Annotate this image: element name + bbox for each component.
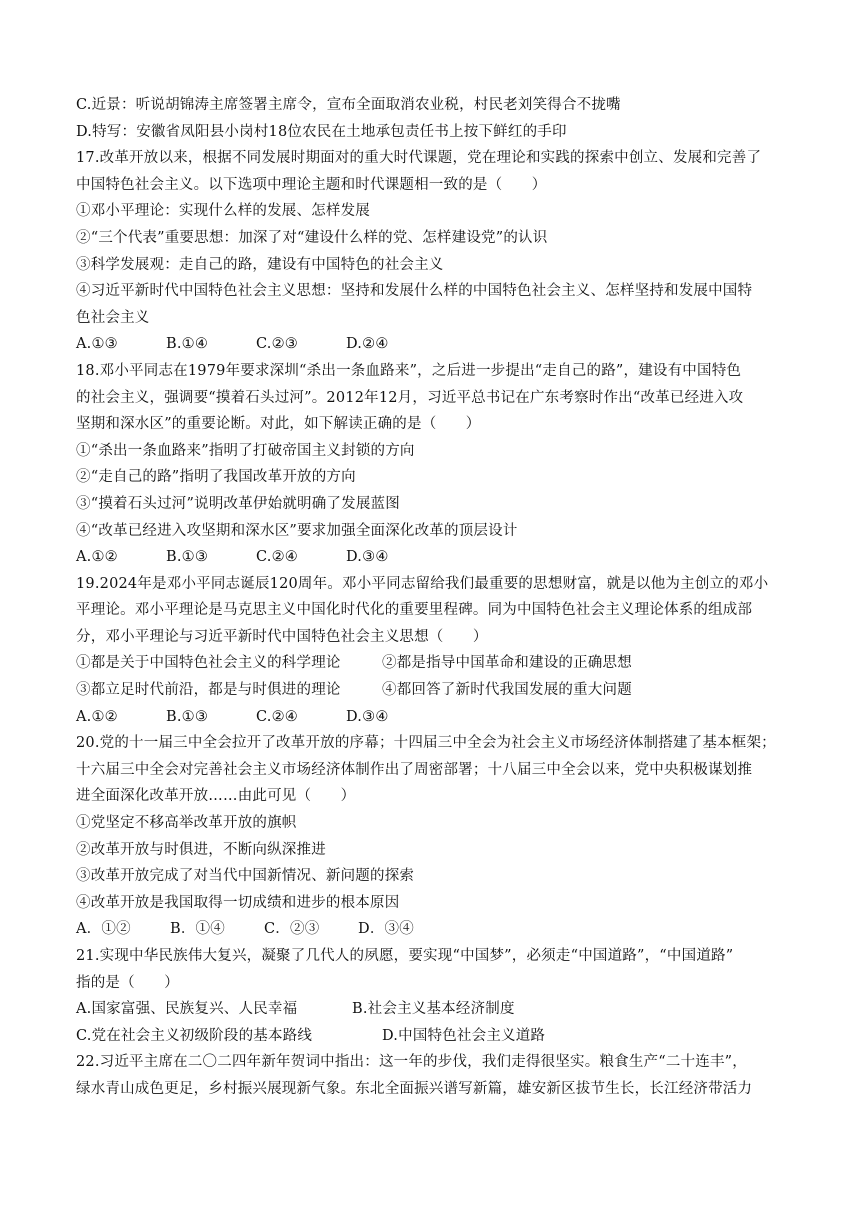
q21-stem-line-1: 21.实现中华民族伟大复兴，凝聚了几代人的夙愿，要实现“中国梦”，必须走“中国道路”，“中国道路” — [76, 948, 734, 964]
q19-option-b: B.①③ — [166, 708, 209, 725]
q19-option-a: A.①② — [76, 708, 118, 725]
q18-item-1: ①“杀出一条血路来”指明了打破帝国主义封锁的方向 — [76, 442, 415, 459]
q21-options-row-1 — [76, 996, 788, 1023]
q19-item-1: ①都是关于中国特色社会主义的科学理论 — [76, 655, 341, 672]
q19-items-row-2 — [76, 677, 788, 704]
q17-options — [76, 331, 788, 358]
q18-options — [76, 544, 788, 571]
q19-stem-line-1: 19.2024年是邓小平同志诞辰120周年。邓小平同志留给我们最重要的思想财富，就是以他为主创立的邓小 — [76, 575, 769, 592]
q21-option-c: C.党在社会主义初级阶段的基本路线 — [76, 1027, 313, 1044]
q20-option-c: C．②③ — [264, 921, 320, 938]
q20-option-d: D．③④ — [358, 921, 414, 938]
q17-option-a: A.①③ — [76, 336, 118, 353]
q21-options-row-2 — [76, 1023, 788, 1050]
q19-option-d: D.③④ — [346, 708, 389, 725]
q20-stem-line-3: 进全面深化改革开放……由此可见（ ） — [76, 788, 356, 805]
q20-item-4: ④改革开放是我国取得一切成绩和进步的根本原因 — [76, 894, 400, 911]
q17-item-1: ①邓小平理论：实现什么样的发展、怎样发展 — [76, 203, 370, 220]
q21-stem-line-2: 指的是（ ） — [76, 974, 179, 991]
q20-option-a: A．①② — [76, 921, 131, 938]
q17-stem-line-1: 17.改革开放以来，根据不同发展时期面对的重大时代课题，党在理论和实践的探索中创立、发展和完善了 — [76, 150, 762, 167]
q21-option-d: D.中国特色社会主义道路 — [382, 1027, 546, 1044]
q19-options — [76, 704, 788, 731]
q19-option-c: C.②④ — [256, 708, 298, 725]
q17-option-c: C.②③ — [256, 336, 298, 353]
q18-option-b: B.①③ — [166, 549, 209, 566]
q19-items-row-1 — [76, 650, 788, 677]
q18-stem-line-1: 18.邓小平同志在1979年要求深圳“杀出一条血路来”，之后进一步提出“走自己的路”，建设有中国特色 — [76, 362, 742, 379]
q18-option-d: D.③④ — [346, 549, 389, 566]
q18-item-3: ③“摸着石头过河”说明改革伊始就明确了发展蓝图 — [76, 495, 400, 512]
q18-item-4: ④“改革已经进入攻坚期和深水区”要求加强全面深化改革的顶层设计 — [76, 522, 518, 539]
q20-item-3: ③改革开放完成了对当代中国新情况、新问题的探索 — [76, 868, 415, 885]
q22-stem-line-1: 22.习近平主席在二〇二四年新年贺词中指出：这一年的步伐，我们走得很坚实。粮食生产“二十连丰”， — [76, 1054, 747, 1071]
q17-option-d: D.②④ — [346, 336, 389, 353]
q19-item-4: ④都回答了新时代我国发展的重大问题 — [382, 682, 632, 699]
q19-item-2: ②都是指导中国革命和建设的正确思想 — [382, 655, 632, 672]
q20-stem-line-2: 十六届三中全会对完善社会主义市场经济体制作出了周密部署；十八届三中全会以来，党中央积极谋划推 — [76, 761, 753, 778]
q17-option-b: B.①④ — [166, 336, 209, 353]
q20-item-1: ①党坚定不移高举改革开放的旗帜 — [76, 815, 297, 832]
q20-options — [76, 916, 788, 943]
q20-item-2: ②改革开放与时俱进，不断向纵深推进 — [76, 841, 326, 858]
q17-item-4: ④习近平新时代中国特色社会主义思想：坚持和发展什么样的中国特色社会主义、怎样坚持和发展中国特 — [76, 283, 753, 300]
q17-stem-line-2: 中国特色社会主义。以下选项中理论主题和时代课题相一致的是（ ） — [76, 176, 547, 193]
q17-item-3: ③科学发展观：走自己的路，建设有中国特色的社会主义 — [76, 256, 444, 273]
q20-option-b: B．①④ — [170, 921, 225, 938]
q19-stem-line-2: 平理论。邓小平理论是马克思主义中国化时代化的重要里程碑。同为中国特色社会主义理论体系的组成部 — [76, 602, 753, 619]
q20-stem-line-1: 20.党的十一届三中全会拉开了改革开放的序幕；十四届三中全会为社会主义市场经济体制搭建了基本框架； — [76, 735, 776, 752]
q18-stem-line-3: 坚期和深水区”的重要论断。对此，如下解读正确的是（ ） — [76, 416, 481, 433]
option-d-line: D.特写：安徽省凤阳县小岗村18位农民在土地承包责任书上按下鲜红的手印 — [76, 123, 567, 140]
q17-item-2: ②“三个代表”重要思想：加深了对“建设什么样的党、怎样建设党”的认识 — [76, 229, 548, 246]
question-text-block — [76, 92, 788, 1103]
q17-item-4-cont: 色社会主义 — [76, 309, 150, 326]
q21-option-a: A.国家富强、民族复兴、人民幸福 — [76, 1001, 298, 1018]
q18-stem-line-2: 的社会主义，强调要“摸着石头过河”。2012年12月，习近平总书记在广东考察时作出“改革已经进入攻 — [76, 389, 744, 406]
q19-stem-line-3: 分，邓小平理论与习近平新时代中国特色社会主义思想（ ） — [76, 628, 488, 645]
q18-option-c: C.②④ — [256, 549, 298, 566]
q22-stem-line-2: 绿水青山成色更足，乡村振兴展现新气象。东北全面振兴谱写新篇，雄安新区拔节生长，长江经济带活力 — [76, 1080, 753, 1097]
q21-option-b: B.社会主义基本经济制度 — [352, 1001, 515, 1018]
q18-item-2: ②“走自己的路”指明了我国改革开放的方向 — [76, 469, 356, 486]
q19-item-3: ③都立足时代前沿，都是与时俱进的理论 — [76, 682, 341, 699]
q18-option-a: A.①② — [76, 549, 118, 566]
option-c-line: C.近景：听说胡锦涛主席签署主席令，宣布全面取消农业税，村民老刘笑得合不拢嘴 — [76, 97, 621, 113]
